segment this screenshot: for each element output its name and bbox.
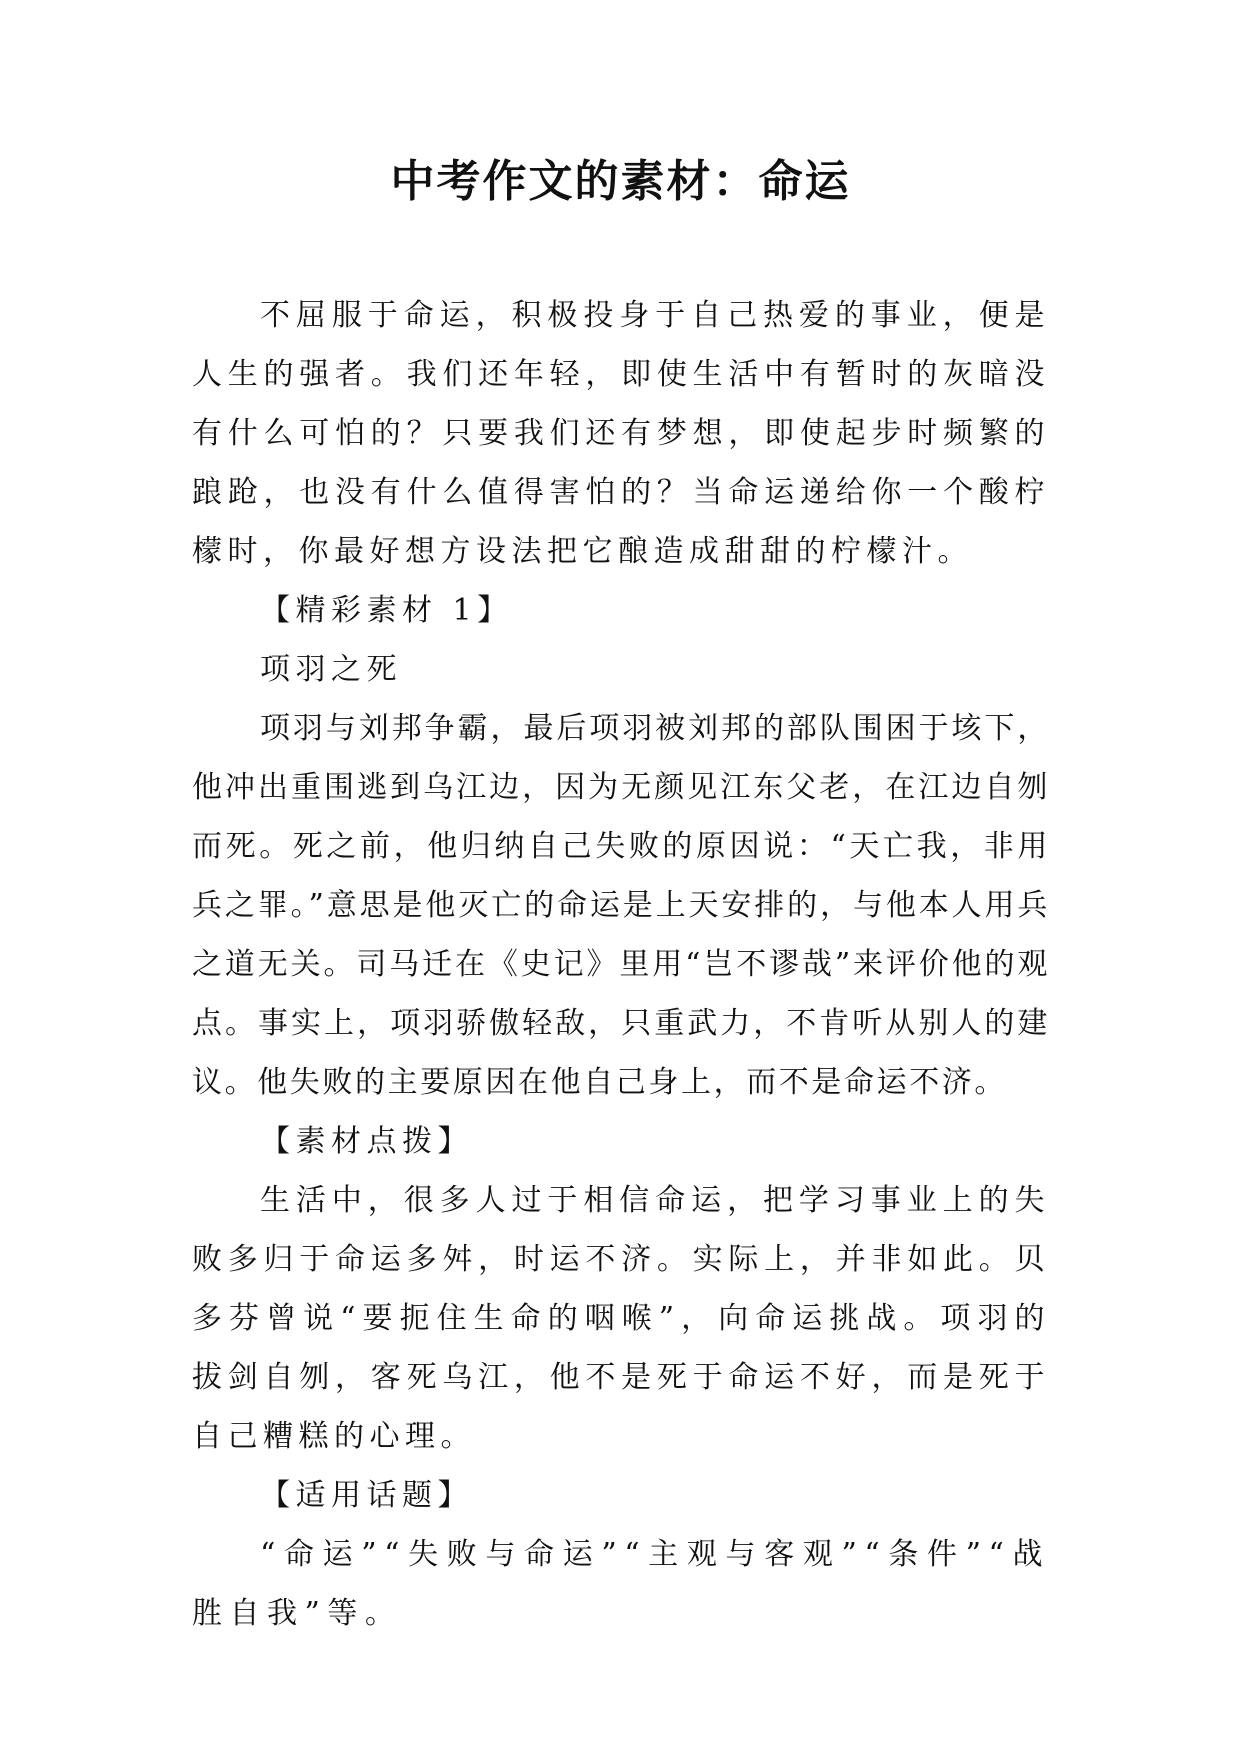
story-title: 项羽之死 [260, 652, 402, 687]
story-paragraph: 项羽与刘邦争霸，最后项羽被刘邦的部队围困于垓下，他冲出重围逃到乌江边，因为无颜见江东父老，在江边自刎而死。死之前，他归纳自己失败的原因说：“天亡我，非用兵之罪。”意思是他灭亡的命运是上天安排的，与他本人用兵之道无关。司马迁在《史记》里用“岂不谬哉”来评价他的观点。事实上，项羽骄傲轻敌，只重武力，不肯听从别人的建议。他失败的主要原因在他自己身上，而不是命运不济。 [192, 711, 1050, 1100]
commentary-paragraph: 生活中，很多人过于相信命运，把学习事业上的失败多归于命运多舛，时运不济。实际上，并非如此。贝多芬曾说“要扼住生命的咽喉”，向命运挑战。项羽的拔剑自刎，客死乌江，他不是死于命运不好，而是死于自己糟糕的心理。 [192, 1183, 1050, 1454]
intro-paragraph: 不屈服于命运，积极投身于自己热爱的事业，便是人生的强者。我们还年轻，即使生活中有暂时的灰暗没有什么可怕的？只要我们还有梦想，即使起步时频繁的踉跄，也没有什么值得害怕的？当命运递给你一个酸柠檬时，你最好想方设法把它酿造成甜甜的柠檬汁。 [192, 298, 1050, 569]
section-heading-commentary: 【素材点拨】 [260, 1124, 473, 1159]
section-heading-material-1: 【精彩素材 1】 [260, 593, 513, 628]
section-heading-topics: 【适用话题】 [260, 1478, 473, 1513]
document-title: 中考作文的素材：命运 [390, 156, 851, 207]
document-body [192, 286, 1050, 1643]
topics-paragraph: “命运”“失败与命运”“主观与客观”“条件”“战胜自我”等。 [192, 1537, 1050, 1631]
